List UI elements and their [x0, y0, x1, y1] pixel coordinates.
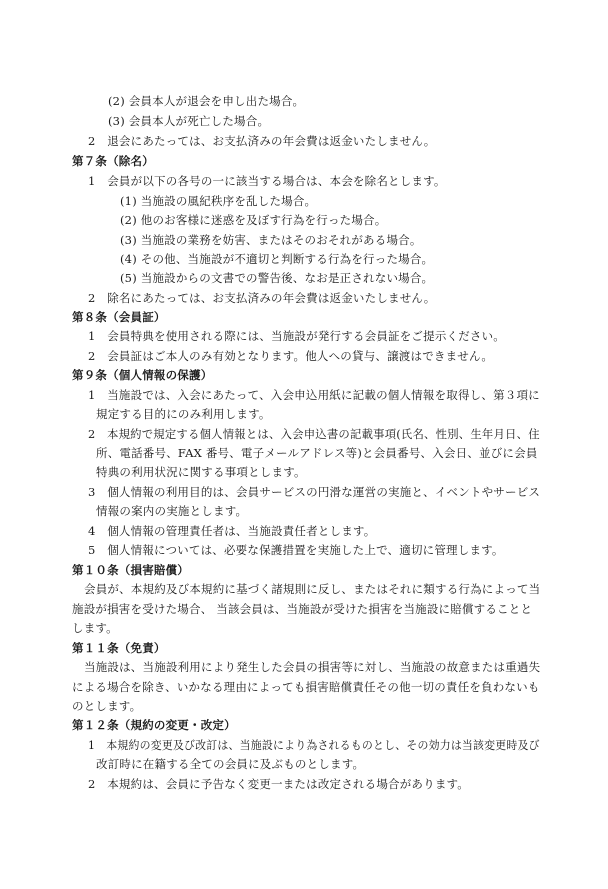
art9-line: 特典の利用状況に関する事項とします。 [96, 465, 306, 479]
art6-para-2: 2 退会にあたっては、お支払済みの年会費は返金いたしません。 [88, 134, 436, 148]
art9-line: 2 本規約で規定する個人情報とは、入会申込書の記載事項(氏名、性別、生年月日、住 [88, 427, 540, 441]
art10-line: 会員が、本規約及び本規約に基づく諸規則に反し、またはそれに類する行為によって当 [84, 582, 541, 596]
art7-item-3: (3) 当施設の業務を妨害、またはそのおそれがある場合。 [120, 233, 422, 247]
art12-line: 改訂時に在籍する全ての会員に及ぶものとします。 [96, 757, 365, 771]
art9-line: 情報の案内の実施とします。 [96, 504, 248, 518]
art6-item-3: (3) 会員本人が死亡した場合。 [108, 114, 270, 128]
art9-heading: 第９条（個人情報の保護） [72, 368, 213, 382]
art7-para-2: 2 除名にあたっては、お支払済みの年会費は返金いたしません。 [88, 291, 436, 305]
art9-line: 4 個人情報の管理責任者は、当施設責任者とします。 [88, 524, 376, 538]
art12-line: 2 本規約は、会員に予告なく変更一または改定される場合があります。 [88, 777, 469, 791]
art10-line: 施設が損害を受けた場合、 当該会員は、当施設が受けた損害を当施設に賠償することと [72, 602, 533, 616]
art6-item-2: (2) 会員本人が退会を申し出た場合。 [108, 94, 305, 108]
art9-line: 5 個人情報については、必要な保護措置を実施した上で、適切に管理します。 [88, 543, 504, 557]
art8-para-2: 2 会員証はご本人のみ有効となります。他人への貸与、譲渡はできません。 [88, 349, 494, 363]
art12-line: 1 本規約の変更及び改訂は、当施設により為されるものとし、その効力は当該変更時及び [88, 738, 540, 752]
art12-heading: 第１２条（規約の変更・改定） [72, 718, 236, 732]
art11-heading: 第１１条（免責） [72, 641, 166, 655]
art9-line: 所、電話番号、FAX 番号、電子メールアドレス等)と会員番号、入会日、並びに会員 [96, 446, 538, 460]
art7-item-2: (2) 他のお客様に迷惑を及ぼす行為を行った場合。 [120, 213, 387, 227]
art7-item-1: (1) 当施設の風紀秩序を乱した場合。 [120, 194, 317, 208]
art9-line: 1 当施設では、入会にあたって、入会申込用紙に記載の個人情報を取得し、第３項に [88, 388, 540, 402]
art7-para-1: 1 会員が以下の各号の一に該当する場合は、本会を除名とします。 [88, 174, 446, 188]
art10-heading: 第１０条（損害賠償） [72, 563, 189, 577]
art9-line: 規定する目的にのみ利用します。 [96, 407, 271, 421]
art7-heading: 第７条（除名） [72, 154, 154, 168]
art11-line: のとします。 [72, 699, 142, 713]
art11-line: 当施設は、当施設利用により発生した会員の損害等に対し、当施設の故意または重過失 [84, 660, 541, 674]
art8-heading: 第８条（会員証） [72, 310, 166, 324]
art9-line: 3 個人情報の利用目的は、会員サービスの円滑な運営の実施と、イベントやサービス [88, 485, 541, 499]
art7-item-5: (5) 当施設からの文書での警告後、なお是正されない場合。 [120, 271, 434, 285]
art10-line: します。 [72, 621, 118, 635]
art8-para-1: 1 会員特典を使用される際には、当施設が発行する会員証をご提示ください。 [88, 329, 506, 343]
art7-item-4: (4) その他、当施設が不適切と判断する行為を行った場合。 [120, 252, 434, 266]
art11-line: による場合を除き、いかなる理由によっても損害賠償責任その他一切の責任を負わないも [72, 680, 540, 694]
